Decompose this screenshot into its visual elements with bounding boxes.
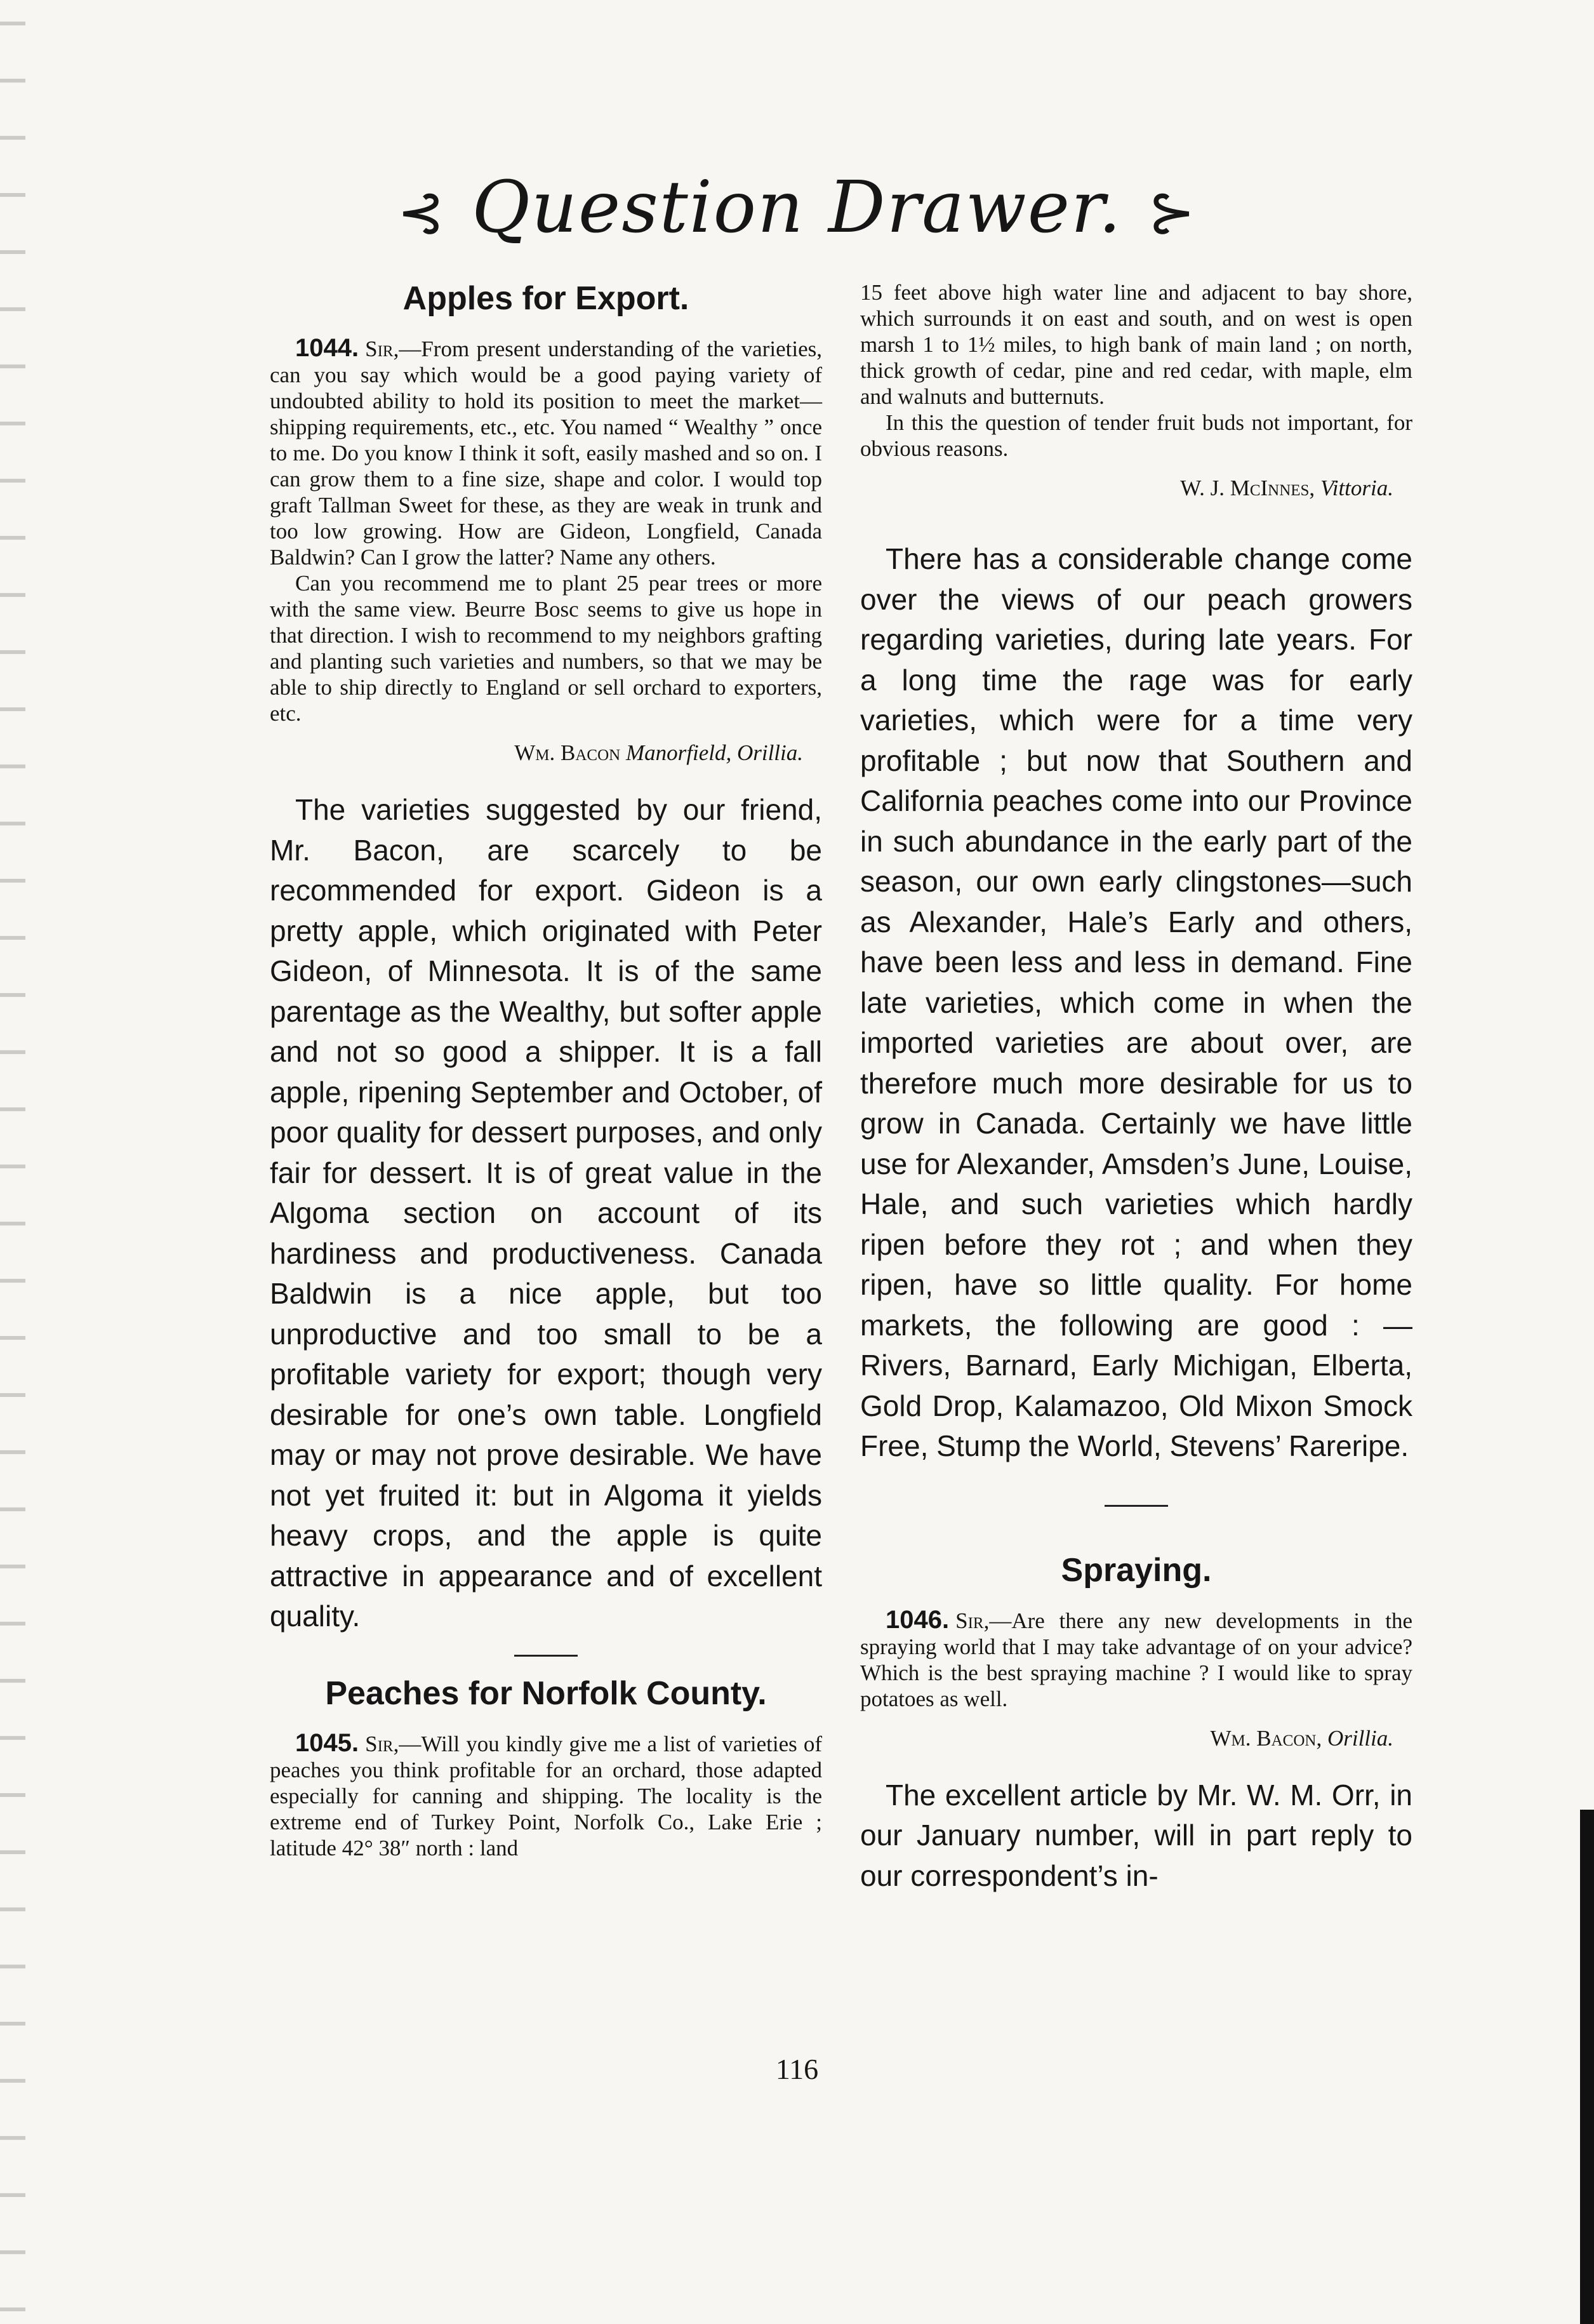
- signature-name: Wm. Bacon: [514, 740, 621, 765]
- heading-peaches-norfolk: Peaches for Norfolk County.: [325, 1674, 767, 1712]
- letter-1045: [270, 1730, 822, 1861]
- page-number: 116: [775, 2053, 819, 2085]
- question-number: 1046.: [886, 1605, 950, 1634]
- letter-1045-para2: In this the question of tender fruit buds not important, for obvious reasons.: [860, 410, 1412, 461]
- letter-1046: [860, 1607, 1412, 1712]
- left-column: [270, 279, 822, 1861]
- salutation: Sir,: [365, 1731, 399, 1756]
- salutation: Sir,: [365, 337, 399, 361]
- heading-apples-for-export: Apples for Export.: [402, 280, 689, 317]
- signature-1045: [860, 476, 1393, 501]
- signature-name: Wm. Bacon,: [1210, 1725, 1322, 1751]
- ornament-left-icon: ⊰: [397, 179, 447, 246]
- page-title: [0, 166, 1594, 249]
- scan-edge-left: [0, 0, 25, 2324]
- signature-place: Manorfield, Orillia.: [625, 740, 803, 765]
- question-number: 1044.: [295, 334, 359, 362]
- signature-place: Orillia.: [1327, 1725, 1393, 1751]
- signature-name: W. J. McInnes,: [1180, 476, 1315, 500]
- right-column: [860, 279, 1412, 1896]
- signature-1046: [860, 1726, 1393, 1751]
- letter-body: —Are there any new developments in the spraying world that I may take advantage of on your advice? Which is the best spraying machine ? I would like to spray potatoes as well.: [860, 1608, 1412, 1711]
- heading-spraying: Spraying.: [1061, 1551, 1212, 1589]
- question-number: 1045.: [295, 1728, 359, 1757]
- letter-body: —From present understanding of the varieties, can you say which would be a good paying variety of undoubted ability to hold its position to meet the market—shipping requirements, etc., etc. You named “ Wealthy ” once to me. Do you know I think it soft, easily mashed and so on. I can grow them to a fine size, shape and color. I would top graft Tallman Sweet for these, as they are weak in trunk and too low growing. How are Gideon, Longfield, Canada Baldwin? Can I grow the latter? Name any others.: [270, 337, 822, 570]
- letter-body: —Will you kindly give me a list of varieties of peaches you think profitable for an orchard, those adapted especially for canning and shipping. The locality is the extreme end of Turkey Point, Norfolk Co., Lake Erie ; latitude 42° 38″ north : land: [270, 1731, 822, 1860]
- ornament-right-icon: ⊱: [1147, 179, 1197, 246]
- letter-1044-para2: Can you recommend me to plant 25 pear trees or more with the same view. Beurre Bosc seems to give us hope in that direction. I wish to recommend to my neighbors grafting and planting such varieties and numbers, so that we may be able to ship directly to England or sell orchard to exporters, etc.: [270, 571, 822, 726]
- section-divider: [514, 1655, 578, 1657]
- reply-1045: There has a considerable change come over the views of our peach growers regarding varieties, during late years. For a long time the rage was for early varieties, which were for a time very profitable ; but now that Southern and California peaches come into our Province in such abundance in the early part of the season, our own early clingstones—such as Alexander, Hale’s Early and others, have been less and less in demand. Fine late varieties, which come in when the imported varieties are about over, are therefore much more desirable for us to grow in Canada. Certainly we have little use for Alexander, Amsden’s June, Louise, Hale, and such varieties which hardly ripen before they rot ; and when they ripen, have so little quality. For home markets, the following are good : — Rivers, Barnard, Early Michigan, Elberta, Gold Drop, Kalamazoo, Old Mixon Smock Free, Stump the World, Stevens’ Rareripe.: [860, 542, 1412, 1462]
- reply-1046: The excellent article by Mr. W. M. Orr, in our January number, will in part reply to our correspondent’s in-: [860, 1778, 1412, 1892]
- reply-1044: The varieties suggested by our friend, Mr. Bacon, are scarcely to be recommended for export. Gideon is a pretty apple, which originated with Peter Gideon, of Minnesota. It is of the same parentage as the Wealthy, but softer apple and not so good a shipper. It is a fall apple, ripening September and October, of poor quality for dessert purposes, and only fair for dessert. It is of great value in the Algoma section on account of its hardiness and productiveness. Canada Baldwin is a nice apple, but too unproductive and too small to be a profitable variety for export; though very desirable for one’s own table. Longfield may or may not prove desirable. We have not yet fruited it: but in Algoma it yields heavy crops, and the apple is quite attractive in appearance and of excellent quality.: [270, 793, 822, 1633]
- signature-1044: [270, 740, 803, 766]
- signature-place: Vittoria.: [1320, 476, 1393, 500]
- section-divider: [1105, 1505, 1168, 1507]
- letter-1045-continued: 15 feet above high water line and adjacent to bay shore, which surrounds it on east and south, and on west is open marsh 1 to 1½ miles, to high bank of main land ; on north, thick growth of cedar, pine and red cedar, with maple, elm and walnuts and butternuts.: [860, 280, 1412, 409]
- letter-1044: [270, 335, 822, 570]
- salutation: Sir,: [955, 1608, 990, 1633]
- page-title-text: Question Drawer.: [472, 166, 1122, 249]
